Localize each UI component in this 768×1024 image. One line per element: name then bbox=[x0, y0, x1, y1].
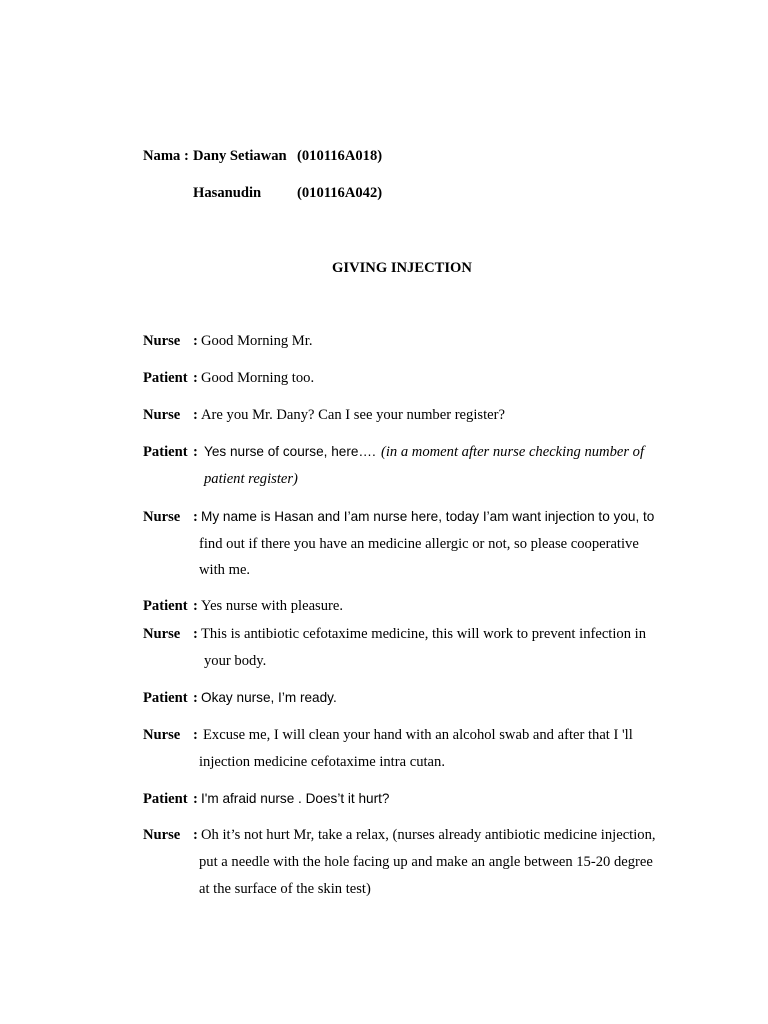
document-title: GIVING INJECTION bbox=[332, 260, 472, 276]
name-label: Nama : bbox=[143, 148, 189, 164]
speaker-label: Patient bbox=[143, 598, 188, 614]
dialogue-line: your body. bbox=[204, 653, 267, 669]
speaker-colon: : bbox=[193, 333, 198, 349]
speaker-colon: : bbox=[193, 727, 198, 743]
speaker-label: Patient bbox=[143, 791, 188, 807]
speaker-label: Nurse bbox=[143, 407, 181, 423]
speaker-label: Nurse bbox=[143, 333, 181, 349]
speaker-colon: : bbox=[193, 370, 198, 386]
speaker-colon: : bbox=[193, 598, 198, 614]
speaker-label: Patient bbox=[143, 690, 188, 706]
member1-name: Dany Setiawan bbox=[193, 148, 287, 164]
member1-id: (010116A018) bbox=[297, 148, 383, 164]
speaker-colon: : bbox=[193, 444, 198, 460]
speaker-label: Nurse bbox=[143, 509, 181, 525]
dialogue-line: Yes nurse of course, here…. bbox=[204, 444, 376, 459]
dialogue-line: injection medicine cefotaxime intra cutan. bbox=[199, 754, 445, 770]
speaker-label: Patient bbox=[143, 444, 188, 460]
dialogue-line: Are you Mr. Dany? Can I see your number register? bbox=[201, 407, 505, 423]
dialogue-stage-direction: patient register) bbox=[204, 471, 298, 487]
dialogue-line: I'm afraid nurse . Does’t it hurt? bbox=[201, 791, 390, 806]
speaker-colon: : bbox=[193, 509, 198, 525]
dialogue-line: My name is Hasan and I’am nurse here, today I’am want injection to you, to bbox=[201, 509, 655, 524]
dialogue-line: This is antibiotic cefotaxime medicine, this will work to prevent infection in bbox=[201, 626, 647, 642]
speaker-colon: : bbox=[193, 827, 198, 843]
speaker-colon: : bbox=[193, 626, 198, 642]
dialogue-line: with me. bbox=[199, 562, 251, 578]
member2-name: Hasanudin bbox=[193, 185, 262, 201]
speaker-label: Nurse bbox=[143, 727, 181, 743]
dialogue-line: Oh it’s not hurt Mr, take a relax, (nurses already antibiotic medicine injection, bbox=[201, 827, 656, 843]
speaker-colon: : bbox=[193, 407, 198, 423]
speaker-colon: : bbox=[193, 791, 198, 807]
dialogue-stage-direction: (in a moment after nurse checking number of bbox=[381, 444, 645, 460]
member2-id: (010116A042) bbox=[297, 185, 383, 201]
dialogue-line: at the surface of the skin test) bbox=[199, 881, 371, 897]
dialogue-line: Good Morning too. bbox=[201, 370, 315, 386]
dialogue-line: Okay nurse, I’m ready. bbox=[201, 690, 337, 705]
dialogue-line: Yes nurse with pleasure. bbox=[201, 598, 344, 614]
dialogue-line: put a needle with the hole facing up and make an angle between 15-20 degree bbox=[199, 854, 653, 870]
speaker-label: Nurse bbox=[143, 626, 181, 642]
speaker-label: Patient bbox=[143, 370, 188, 386]
dialogue-line: Excuse me, I will clean your hand with an alcohol swab and after that I 'll bbox=[203, 727, 633, 743]
speaker-label: Nurse bbox=[143, 827, 181, 843]
dialogue-line: Good Morning Mr. bbox=[201, 333, 313, 349]
speaker-colon: : bbox=[193, 690, 198, 706]
dialogue-line: find out if there you have an medicine allergic or not, so please cooperative bbox=[199, 536, 639, 552]
